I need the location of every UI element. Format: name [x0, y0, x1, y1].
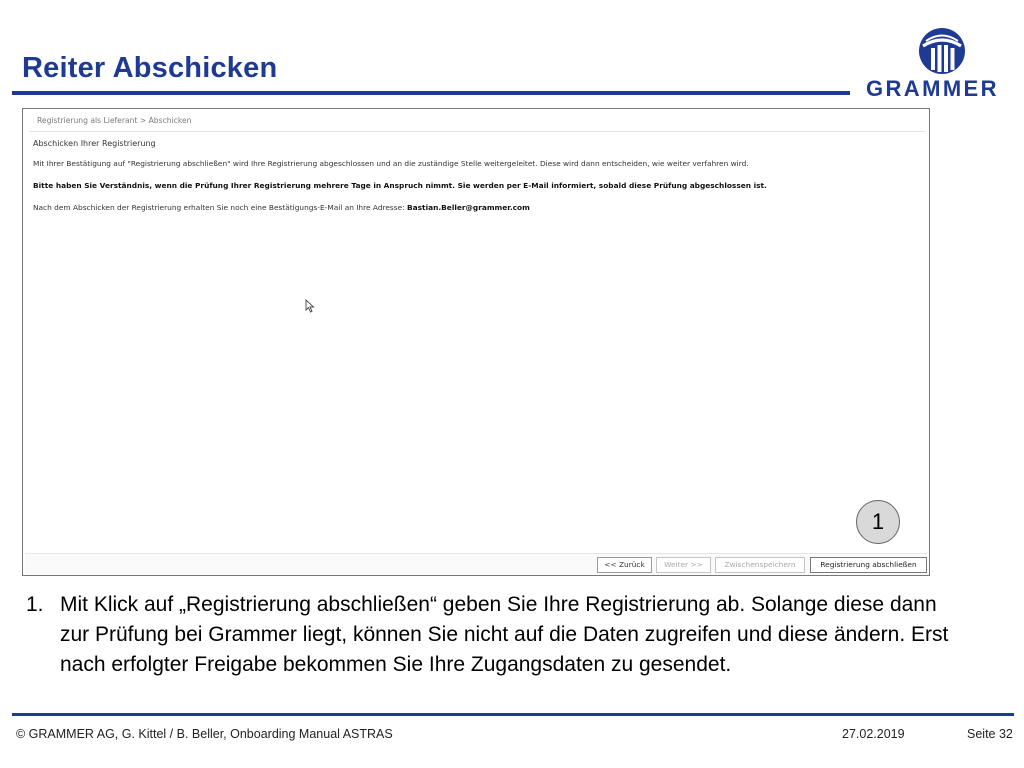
instruction-item — [26, 590, 966, 680]
mouse-pointer-icon — [305, 299, 315, 313]
footer-copyright: © GRAMMER AG, G. Kittel / B. Beller, Onboarding Manual ASTRAS — [16, 727, 393, 741]
instruction-number: 1. — [26, 593, 44, 616]
logo-wordmark: GRAMMER — [866, 76, 999, 101]
instruction-text: Mit Klick auf „Registrierung abschließen“ geben Sie Ihre Registrierung ab. Solange diese dann zur Prüfung bei Grammer liegt, können Sie nicht auf die Daten zugreifen und diese ändern. Erst nach erfolgter Freigabe bekommen Sie Ihre Zugangsdaten zu gesendet. — [60, 593, 949, 676]
finish-registration-button[interactable]: Registrierung abschließen — [810, 557, 927, 573]
slide-title: Reiter Abschicken — [22, 52, 278, 84]
instruction-list — [26, 590, 966, 680]
footer-page-number: Seite 32 — [967, 727, 1013, 741]
footer-divider — [12, 713, 1014, 716]
app-screenshot — [22, 108, 930, 576]
grammer-logo-icon — [917, 26, 967, 76]
next-button[interactable]: Weiter >> — [656, 557, 711, 573]
breadcrumb: Registrierung als Lieferant > Abschicken — [29, 113, 925, 132]
title-divider — [12, 91, 850, 95]
grammer-logo — [862, 22, 1020, 104]
confirmation-email-address: Bastian.Beller@grammer.com — [407, 203, 530, 212]
section-heading: Abschicken Ihrer Registrierung — [33, 139, 156, 148]
footer-date: 27.02.2019 — [842, 727, 905, 741]
save-draft-button[interactable]: Zwischenspeichern — [715, 557, 805, 573]
back-button[interactable]: << Zurück — [597, 557, 652, 573]
info-text-confirmation: Mit Ihrer Bestätigung auf "Registrierung abschließen" wird Ihre Registrierung abgeschlossen und an die zuständige Stelle weitergeleitet. Diese wird dann entscheiden, wie weiter verfahren wird. — [33, 159, 749, 168]
info-text-review-notice: Bitte haben Sie Verständnis, wenn die Prüfung Ihrer Registrierung mehrere Tage in Anspruch nimmt. Sie werden per E-Mail informiert, sobald diese Prüfung abgeschlossen ist. — [33, 181, 767, 190]
button-bar — [25, 553, 927, 576]
confirmation-email-label: Nach dem Abschicken der Registrierung erhalten Sie noch eine Bestätigungs-E-Mail an Ihre Adresse: — [33, 203, 408, 212]
step-marker-1: 1 — [856, 500, 900, 544]
info-text-confirmation-email — [33, 203, 530, 212]
